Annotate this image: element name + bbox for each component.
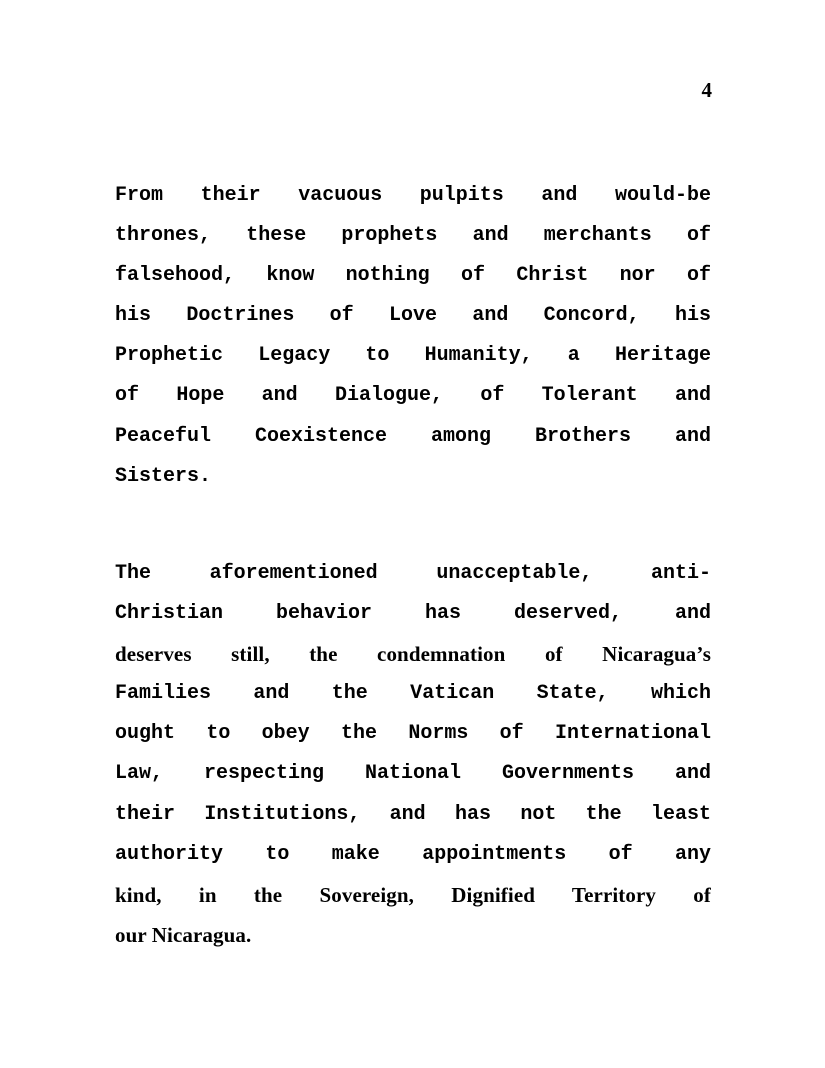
- text-line: kind, in the Sovereign, Dignified Territory of: [115, 882, 711, 907]
- text-line: thrones, these prophets and merchants of: [115, 224, 711, 248]
- text-line: Families and the Vatican State, which: [115, 682, 711, 706]
- text-line: his Doctrines of Love and Concord, his: [115, 304, 711, 328]
- text-line: Law, respecting National Governments and: [115, 762, 711, 786]
- text-line: our Nicaragua.: [115, 922, 252, 947]
- text-line: of Hope and Dialogue, of Tolerant and: [115, 384, 711, 408]
- text-line: Prophetic Legacy to Humanity, a Heritage: [115, 344, 711, 368]
- text-line: From their vacuous pulpits and would-be: [115, 184, 711, 207]
- text-line: their Institutions, and has not the least: [115, 802, 711, 826]
- text-line: Christian behavior has deserved, and: [115, 602, 711, 626]
- text-line: deserves still, the condemnation of Nicaragua’s: [115, 642, 711, 667]
- paragraph-2: [115, 554, 711, 955]
- paragraph-1: [115, 176, 711, 497]
- text-line: The aforementioned unacceptable, anti-: [115, 562, 711, 585]
- text-line: Peaceful Coexistence among Brothers and: [115, 424, 711, 448]
- text-line: authority to make appointments of any: [115, 842, 711, 866]
- page-number: 4: [701, 78, 712, 102]
- text-line: ought to obey the Norms of International: [115, 722, 711, 746]
- text-line: Sisters.: [115, 464, 212, 488]
- text-line: falsehood, know nothing of Christ nor of: [115, 264, 711, 288]
